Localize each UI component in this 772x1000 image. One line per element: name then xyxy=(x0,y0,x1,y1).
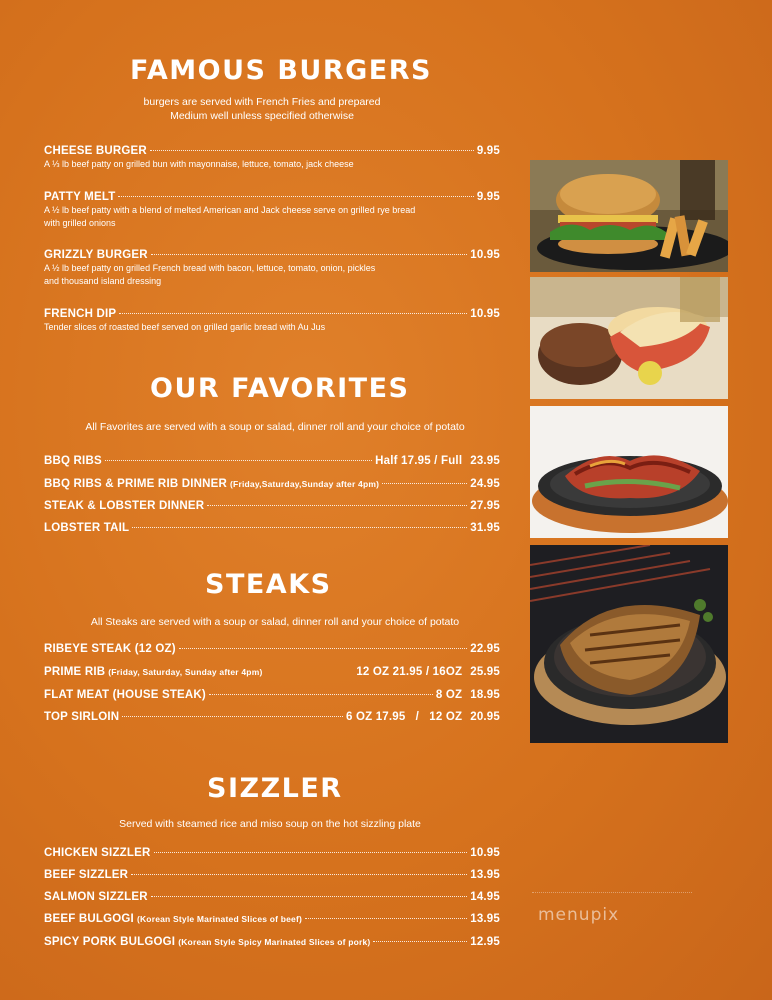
menu-item-top-sirloin xyxy=(44,711,500,723)
section-title-burgers: FAMOUS BURGERS xyxy=(130,55,432,86)
menu-item-patty-melt xyxy=(44,191,500,230)
item-portion-prices: 6 OZ 17.95 / 12 OZ xyxy=(345,711,463,723)
item-name: BBQ RIBS & PRIME RIB DINNER xyxy=(44,478,228,490)
item-portion-prices: 12 OZ 21.95 / 16OZ xyxy=(356,666,463,678)
item-portion-prices: Half 17.95 / Full xyxy=(375,455,463,467)
steak-lobster-illustration xyxy=(530,277,728,399)
item-name: FLAT MEAT (HOUSE STEAK) xyxy=(44,689,206,701)
item-portion-prices: 8 OZ xyxy=(435,689,463,701)
burger-photo xyxy=(530,160,728,272)
item-note: (Friday,Saturday,Sunday after 4pm) xyxy=(230,479,380,489)
item-name: PRIME RIB xyxy=(44,666,106,678)
leader-dots xyxy=(118,196,473,197)
item-price: 9.95 xyxy=(476,145,500,157)
item-name: FRENCH DIP xyxy=(44,308,117,320)
item-price: 20.95 xyxy=(470,711,500,723)
steak-lobster-photo xyxy=(530,277,728,399)
item-price: 18.95 xyxy=(470,689,500,701)
leader-dots xyxy=(154,852,468,853)
description-line: and thousand island dressing xyxy=(44,276,162,286)
item-name: SPICY PORK BULGOGI xyxy=(44,936,176,948)
subtitle-line: burgers are served with French Fries and prepared xyxy=(143,96,381,108)
leader-dots xyxy=(122,716,343,717)
item-name: CHEESE BURGER xyxy=(44,145,147,157)
item-price: 25.95 xyxy=(470,666,500,678)
item-name: SALMON SIZZLER xyxy=(44,891,148,903)
sizzler-illustration xyxy=(530,545,728,743)
item-price: 9.95 xyxy=(476,191,500,203)
leader-dots xyxy=(132,527,467,528)
section-subtitle-sizzler: Served with steamed rice and miso soup on the hot sizzling plate xyxy=(119,818,421,830)
leader-dots xyxy=(131,874,467,875)
ribs-illustration xyxy=(530,406,728,538)
section-subtitle-burgers xyxy=(112,95,412,123)
item-name: CHICKEN SIZZLER xyxy=(44,847,151,859)
item-price: 10.95 xyxy=(470,847,500,859)
leader-dots xyxy=(151,896,467,897)
burger-illustration xyxy=(530,160,728,272)
menu-item-grizzly-burger xyxy=(44,249,500,288)
menu-item-salmon-sizzler xyxy=(44,891,500,903)
item-name: GRIZZLY BURGER xyxy=(44,249,148,261)
menu-item-ribeye xyxy=(44,643,500,655)
leader-dots xyxy=(119,313,467,314)
menu-item-french-dip xyxy=(44,308,500,334)
item-price: 24.95 xyxy=(470,478,500,490)
menu-item-bbq-ribs xyxy=(44,455,500,467)
menu-item-beef-bulgogi xyxy=(44,913,500,925)
item-name: BEEF BULGOGI xyxy=(44,913,134,925)
item-price: 12.95 xyxy=(470,936,500,948)
menu-item-chicken-sizzler xyxy=(44,847,500,859)
item-description: A ⅓ lb beef patty on grilled bun with mayonnaise, lettuce, tomato, jack cheese xyxy=(44,159,354,169)
leader-dots xyxy=(207,505,467,506)
leader-dots xyxy=(151,254,467,255)
item-name: BBQ RIBS xyxy=(44,455,102,467)
item-price: 14.95 xyxy=(470,891,500,903)
section-title-favorites: OUR FAVORITES xyxy=(150,373,410,404)
ribs-photo xyxy=(530,406,728,538)
leader-dots xyxy=(105,460,372,461)
menu-item-flat-meat xyxy=(44,689,500,701)
description-line: A ½ lb beef patty on grilled French bread with bacon, lettuce, tomato, onion, pickles xyxy=(44,263,376,273)
leader-dots xyxy=(382,483,467,484)
menu-item-beef-sizzler xyxy=(44,869,500,881)
menu-item-lobster-tail xyxy=(44,522,500,534)
menu-item-prime-rib xyxy=(44,666,500,678)
description-line: with grilled onions xyxy=(44,218,116,228)
leader-dots xyxy=(209,694,433,695)
item-note: (Korean Style Spicy Marinated Slices of pork) xyxy=(178,937,371,947)
item-price: 27.95 xyxy=(470,500,500,512)
watermark: menupix xyxy=(532,892,692,936)
item-name: RIBEYE STEAK (12 OZ) xyxy=(44,643,176,655)
item-name: TOP SIRLOIN xyxy=(44,711,120,723)
leader-dots xyxy=(373,941,467,942)
item-price: 13.95 xyxy=(470,869,500,881)
section-subtitle-steaks: All Steaks are served with a soup or salad, dinner roll and your choice of potato xyxy=(90,616,460,628)
menu-item-cheese-burger xyxy=(44,145,500,171)
leader-dots xyxy=(305,918,467,919)
menu-item-steak-lobster xyxy=(44,500,500,512)
item-price: 10.95 xyxy=(470,308,500,320)
leader-dots xyxy=(179,648,467,649)
item-price: 22.95 xyxy=(470,643,500,655)
item-name: PATTY MELT xyxy=(44,191,116,203)
section-subtitle-favorites: All Favorites are served with a soup or salad, dinner roll and your choice of potato xyxy=(85,421,465,433)
item-name: BEEF SIZZLER xyxy=(44,869,129,881)
item-price: 23.95 xyxy=(470,455,500,467)
item-description xyxy=(44,204,500,230)
sizzler-photo xyxy=(530,545,728,743)
item-price: 13.95 xyxy=(470,913,500,925)
leader-dots xyxy=(150,150,474,151)
item-name: LOBSTER TAIL xyxy=(44,522,130,534)
item-note: (Friday, Saturday, Sunday after 4pm) xyxy=(108,667,263,677)
menu-item-bbq-ribs-prime-rib xyxy=(44,478,500,490)
item-description: Tender slices of roasted beef served on grilled garlic bread with Au Jus xyxy=(44,322,326,332)
item-price: 31.95 xyxy=(470,522,500,534)
subtitle-line: Medium well unless specified otherwise xyxy=(170,110,354,122)
menu-item-spicy-pork-bulgogi xyxy=(44,936,500,948)
section-title-sizzler: SIZZLER xyxy=(207,773,343,804)
item-note: (Korean Style Marinated Slices of beef) xyxy=(136,914,303,924)
description-line: A ½ lb beef patty with a blend of melted American and Jack cheese serve on grilled rye bread xyxy=(44,205,416,215)
section-title-steaks: STEAKS xyxy=(205,569,332,600)
item-price: 10.95 xyxy=(470,249,500,261)
item-description xyxy=(44,262,500,288)
item-name: STEAK & LOBSTER DINNER xyxy=(44,500,205,512)
